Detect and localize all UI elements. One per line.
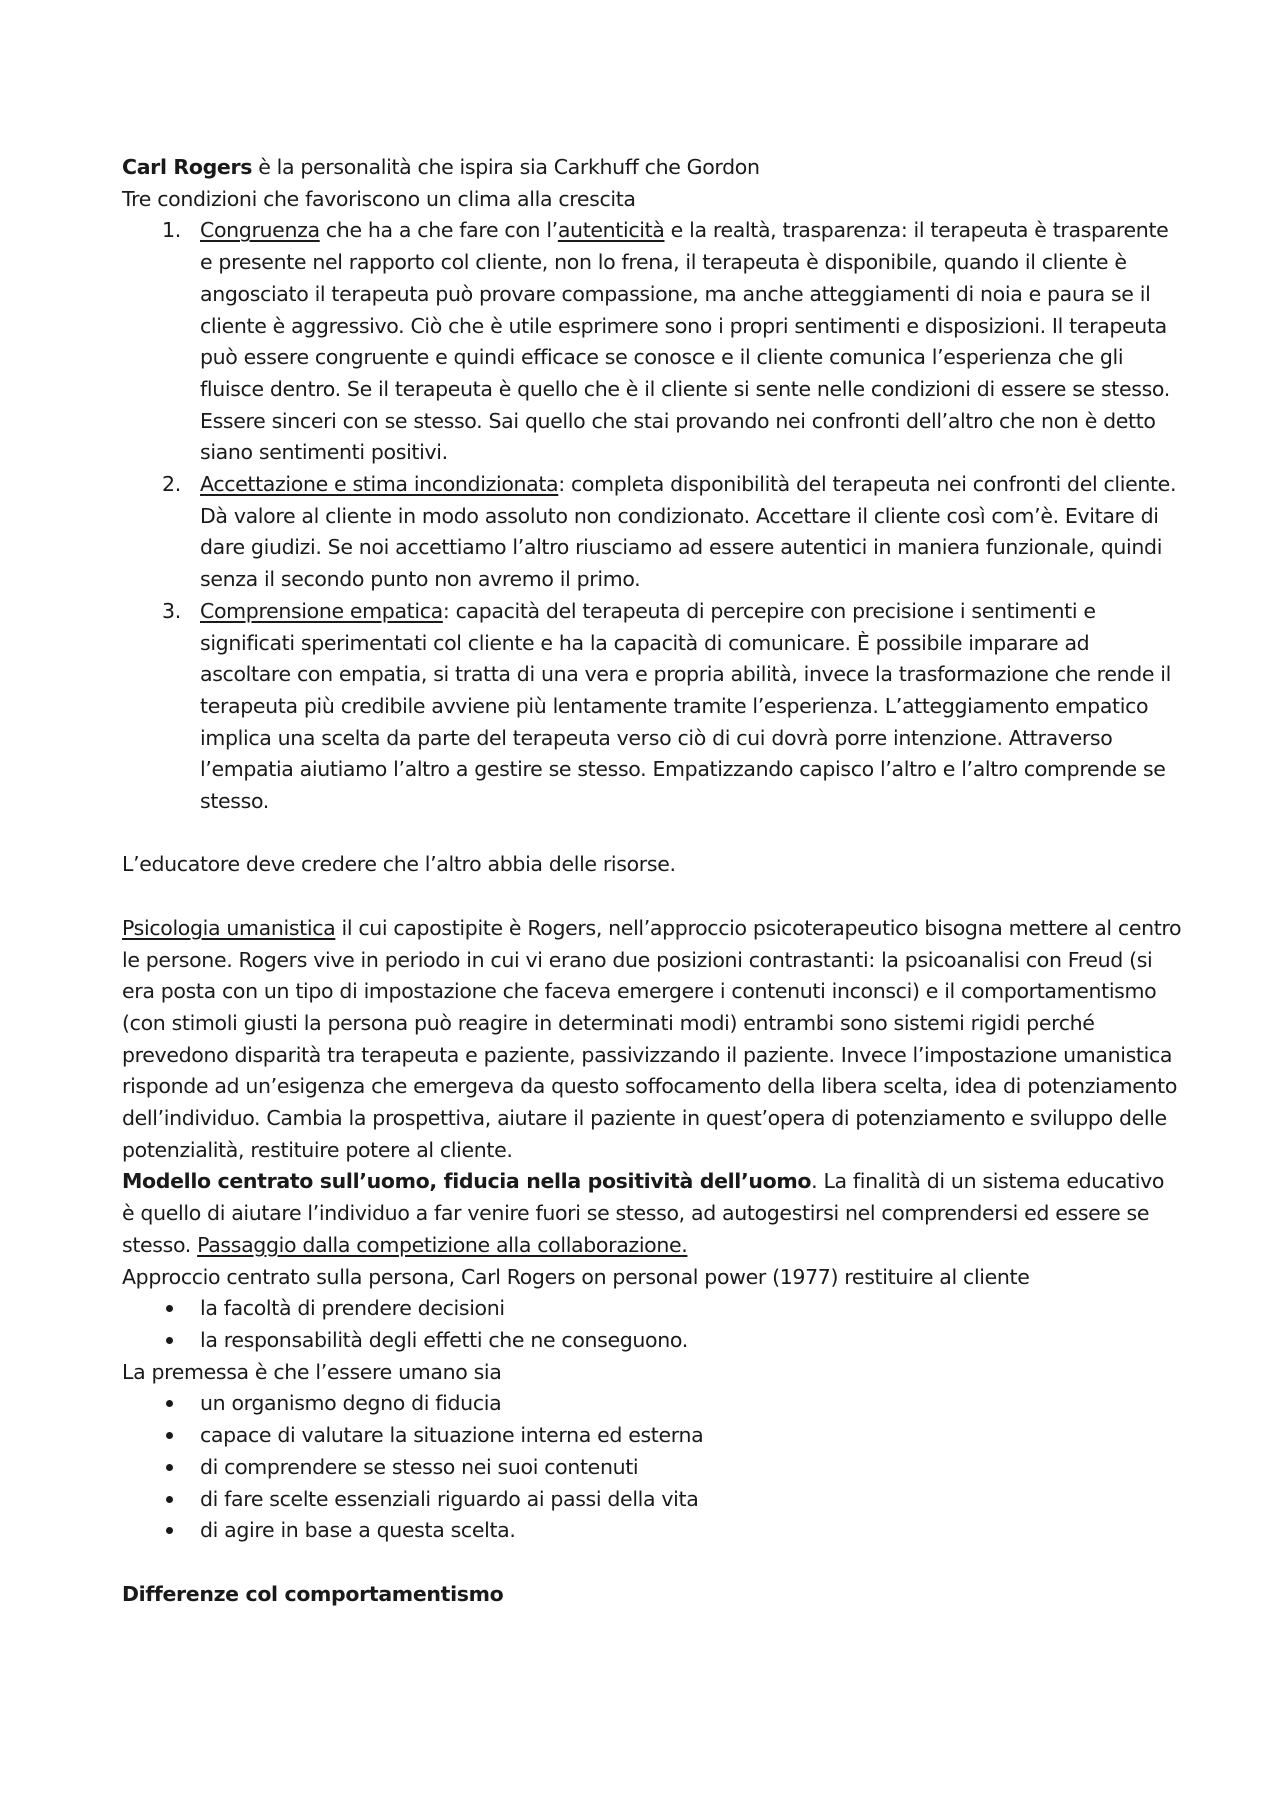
- model-bold: Modello centrato sull’uomo, fiducia nella positività dell’uomo: [122, 1169, 812, 1194]
- heading-differenze: Differenze col comportamentismo: [122, 1581, 504, 1606]
- document-page: [122, 152, 1182, 1610]
- bullet-icon: [166, 1464, 173, 1471]
- bullet-text: un organismo degno di fiducia: [200, 1391, 502, 1416]
- bullet-text: capace di valutare la situazione interna ed esterna: [200, 1423, 704, 1448]
- premise-bullets: [122, 1388, 1182, 1547]
- condition-text: : capacità del terapeuta di percepire con precisione i sentimenti e significati sperimentati col cliente e ha la capacità di comunicare. È possibile imparare ad ascoltare con empatia, si tratta di una vera e propria abilità, invece la trasformazione che rende il terapeuta più credibile avviene più lentamente tramite l’esperienza. L’atteggiamento empatico implica una scelta da parte del terapeuta verso ciò di cui dovrà porre intenzione. Attraverso l’empatia aiutiamo l’altro a gestire se stesso. Empatizzando capisco l’altro e l’altro comprende se stesso.: [200, 598, 1172, 814]
- list-item: [122, 1325, 1182, 1357]
- model-text: . La finalità di un sistema educativo è quello di aiutare l’individuo a far venire fuori se stesso, ad autogestirsi nel comprendersi ed essere se stesso.: [122, 1169, 1165, 1257]
- bullet-icon: [166, 1496, 173, 1503]
- bullet-icon: [166, 1400, 173, 1407]
- carl-rogers-bold: Carl Rogers: [122, 155, 253, 179]
- term-comprensione: Comprensione empatica: [200, 598, 443, 623]
- list-number: 1.: [162, 218, 181, 243]
- bullet-text: di agire in base a questa scelta.: [200, 1518, 516, 1543]
- approach-line: Approccio centrato sulla persona, Carl Rogers on personal power (1977) restituire al cliente: [122, 1264, 1030, 1289]
- list-item: [122, 1484, 1182, 1516]
- bullet-icon: [166, 1337, 173, 1344]
- bullet-icon: [166, 1432, 173, 1439]
- condition-text: che ha a che fare con l’: [319, 218, 558, 243]
- term-passaggio: Passaggio dalla competizione alla collaborazione.: [197, 1232, 688, 1257]
- term-congruenza: Congruenza: [200, 218, 320, 243]
- bullet-text: la facoltà di prendere decisioni: [200, 1296, 505, 1321]
- model-paragraph: [122, 1166, 1182, 1261]
- term-psicologia-umanistica: Psicologia umanistica: [122, 915, 336, 940]
- bullet-text: di comprendere se stesso nei suoi contenuti: [200, 1454, 639, 1479]
- term-autenticita: autenticità: [557, 218, 665, 243]
- bullet-text: di fare scelte essenziali riguardo ai passi della vita: [200, 1486, 699, 1511]
- conditions-list: [122, 215, 1182, 817]
- list-item: [122, 1452, 1182, 1484]
- list-item: [122, 1388, 1182, 1420]
- condition-text: : completa disponibilità del terapeuta nei confronti del cliente. Dà valore al cliente in modo assoluto non condizionato. Accettare il cliente così com’è. Evitare di dare giudizi. Se noi accettiamo l’altro riusciamo ad essere autentici in maniera funzionale, quindi senza il secondo punto non avremo il primo.: [200, 472, 1177, 592]
- intro-line-2: Tre condizioni che favoriscono un clima alla crescita: [122, 186, 636, 211]
- humanistic-text: il cui capostipite è Rogers, nell’approccio psicoterapeutico bisogna mettere al centro le persone. Rogers vive in periodo in cui vi erano due posizioni contrastanti: la psicoanalisi con Freud (si era posta con un tipo di impostazione che faceva emergere i contenuti inconsci) e il comportamentismo (con stimoli giusti la persona può reagire in determinati modi) entrambi sono sistemi rigidi perché prevedono disparità tra terapeuta e paziente, passivizzando il paziente. Invece l’impostazione umanistica risponde ad un’esigenza che emergeva da questo soffocamento della libera scelta, idea di potenziamento dell’individuo. Cambia la prospettiva, aiutare il paziente in quest’opera di potenziamento e sviluppo delle potenzialità, restituire potere al cliente.: [122, 915, 1182, 1162]
- list-item: [122, 1293, 1182, 1325]
- condition-text: e la realtà, trasparenza: il terapeuta è trasparente e presente nel rapporto col cliente, non lo frena, il terapeuta è disponibile, quando il cliente è angosciato il terapeuta può provare compassione, ma anche atteggiamenti di noia e paura se il cliente è aggressivo. Ciò che è utile esprimere sono i propri sentimenti e disposizioni. Il terapeuta può essere congruente e quindi efficace se conosce e il cliente comunica l’esperienza che gli fluisce dentro. Se il terapeuta è quello che è il cliente si sente nelle condizioni di essere se stesso. Essere sinceri con se stesso. Sai quello che stai provando nei confronti dell’altro che non è detto siano sentimenti positivi.: [200, 218, 1170, 465]
- term-accettazione: Accettazione e stima incondizionata: [200, 472, 559, 497]
- list-number: 2.: [162, 472, 181, 497]
- premise-line: La premessa è che l’essere umano sia: [122, 1359, 502, 1384]
- approach-bullets: [122, 1293, 1182, 1356]
- condition-item-1: [122, 215, 1182, 469]
- bullet-icon: [166, 1527, 173, 1534]
- section-heading: [122, 1579, 1182, 1611]
- intro-line-1: [122, 152, 1182, 184]
- intro-line-1-text: è la personalità che ispira sia Carkhuff che Gordon: [252, 155, 760, 179]
- bullet-text: la responsabilità degli effetti che ne conseguono.: [200, 1327, 688, 1352]
- condition-item-2: [122, 469, 1182, 596]
- list-item: [122, 1420, 1182, 1452]
- educator-paragraph: L’educatore deve credere che l’altro abbia delle risorse.: [122, 852, 676, 877]
- humanistic-paragraph: [122, 913, 1182, 1167]
- list-number: 3.: [162, 598, 181, 623]
- list-item: [122, 1515, 1182, 1547]
- condition-item-3: [122, 596, 1182, 818]
- bullet-icon: [166, 1305, 173, 1312]
